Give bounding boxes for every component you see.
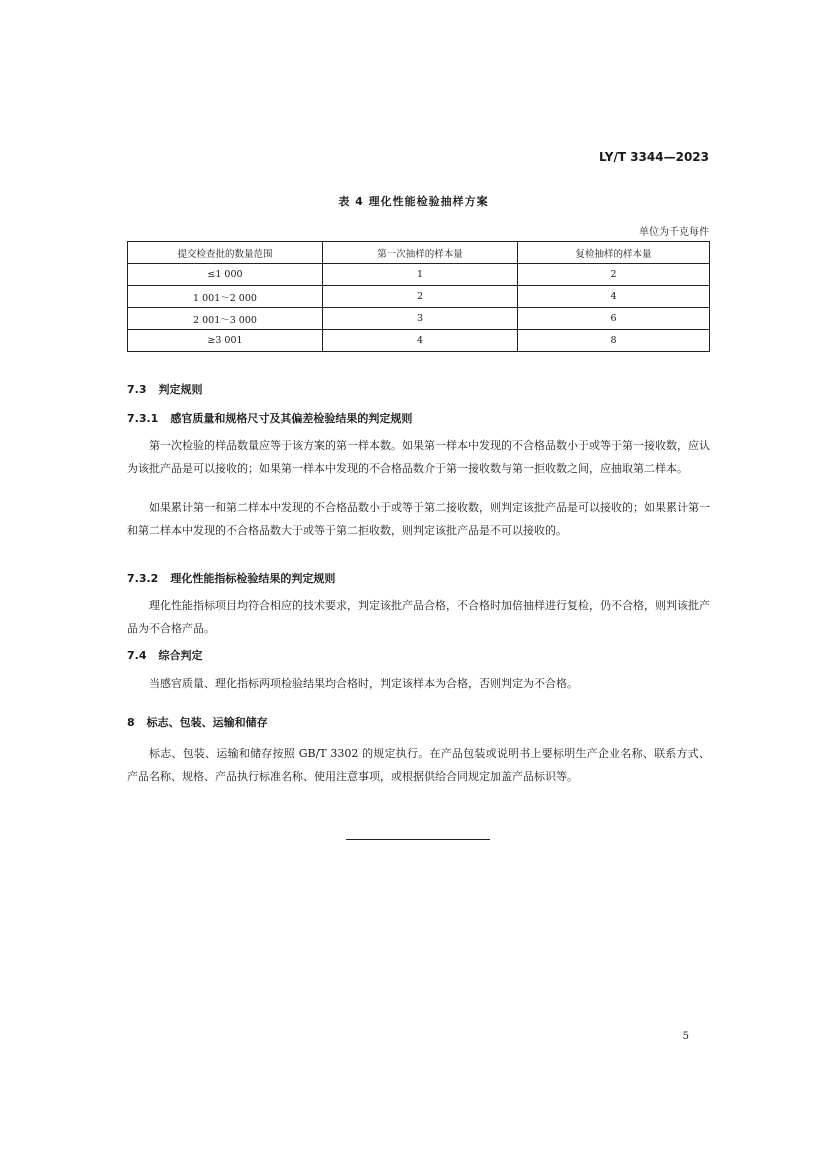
table-row: [128, 330, 710, 352]
section-title: 理化性能指标检验结果的判定规则: [170, 572, 336, 585]
table-unit-note: 单位为千克每件: [639, 227, 709, 238]
table-cell: ≥3 001: [128, 330, 323, 352]
section-number: 7.3.1: [127, 412, 159, 425]
section-number: 7.3.2: [127, 572, 159, 585]
table-cell: 3: [323, 308, 518, 330]
column-header: 提交检查批的数量范围: [128, 242, 323, 264]
table-cell: 1 001～2 000: [128, 286, 323, 308]
table-cell: 2: [518, 264, 710, 286]
table-header-row: [128, 242, 710, 264]
sampling-plan-table: [127, 241, 710, 352]
table-cell: 1: [323, 264, 518, 286]
table-cell: 4: [323, 330, 518, 352]
table-cell: 2 001～3 000: [128, 308, 323, 330]
paragraph: 当感官质量、理化指标两项检验结果均合格时，判定该样本为合格，否则判定为不合格。: [149, 677, 578, 690]
paragraph: 如果累计第一和第二样本中发现的不合格品数小于或等于第二接收数，则判定该批产品是可以接收的；如果累计第一和第二样本中发现的不合格品数大于或等于第二拒收数，则判定该批产品是不可以接收的。: [127, 501, 710, 537]
paragraph: 标志、包装、运输和储存按照 GB/T 3302 的规定执行。在产品包装或说明书上要标明生产企业名称、联系方式、产品名称、规格、产品执行标准名称、使用注意事项，或根据供给合同规定加盖产品标识等。: [127, 747, 710, 783]
column-header: 第一次抽样的样本量: [323, 242, 518, 264]
page-number: 5: [682, 1031, 689, 1042]
section-title: 综合判定: [158, 649, 203, 662]
table-row: [128, 286, 710, 308]
table-row: [128, 308, 710, 330]
section-7-3-2-heading: [127, 570, 335, 586]
paragraph: 理化性能指标项目均符合相应的技术要求，判定该批产品合格，不合格时加倍抽样进行复检，仍不合格，则判该批产品为不合格产品。: [127, 599, 710, 635]
section-number: 8: [127, 716, 135, 729]
section-number: 7.3: [127, 383, 147, 396]
section-title: 判定规则: [158, 383, 203, 396]
paragraph: 第一次检验的样品数量应等于该方案的第一样本数。如果第一样本中发现的不合格品数小于或等于第一接收数，应认为该批产品是可以接收的；如果第一样本中发现的不合格品数介于第一接收数与第一拒收数之间，应抽取第二样本。: [127, 439, 710, 475]
section-title: 感官质量和规格尺寸及其偏差检验结果的判定规则: [170, 412, 413, 425]
section-7-3-heading: [127, 381, 203, 397]
table-cell: 2: [323, 286, 518, 308]
table-title: 表 4 理化性能检验抽样方案: [338, 195, 489, 208]
end-of-text-rule: [346, 839, 490, 840]
standard-code: LY/T 3344—2023: [598, 150, 709, 164]
table-cell: 6: [518, 308, 710, 330]
section-7-3-1-heading: [127, 410, 412, 426]
section-title: 标志、包装、运输和储存: [146, 716, 268, 729]
section-number: 7.4: [127, 649, 147, 662]
table-row: [128, 264, 710, 286]
table-cell: ≤1 000: [128, 264, 323, 286]
table-cell: 4: [518, 286, 710, 308]
column-header: 复检抽样的样本量: [518, 242, 710, 264]
section-8-heading: [127, 714, 268, 730]
table-cell: 8: [518, 330, 710, 352]
section-7-4-heading: [127, 647, 203, 663]
